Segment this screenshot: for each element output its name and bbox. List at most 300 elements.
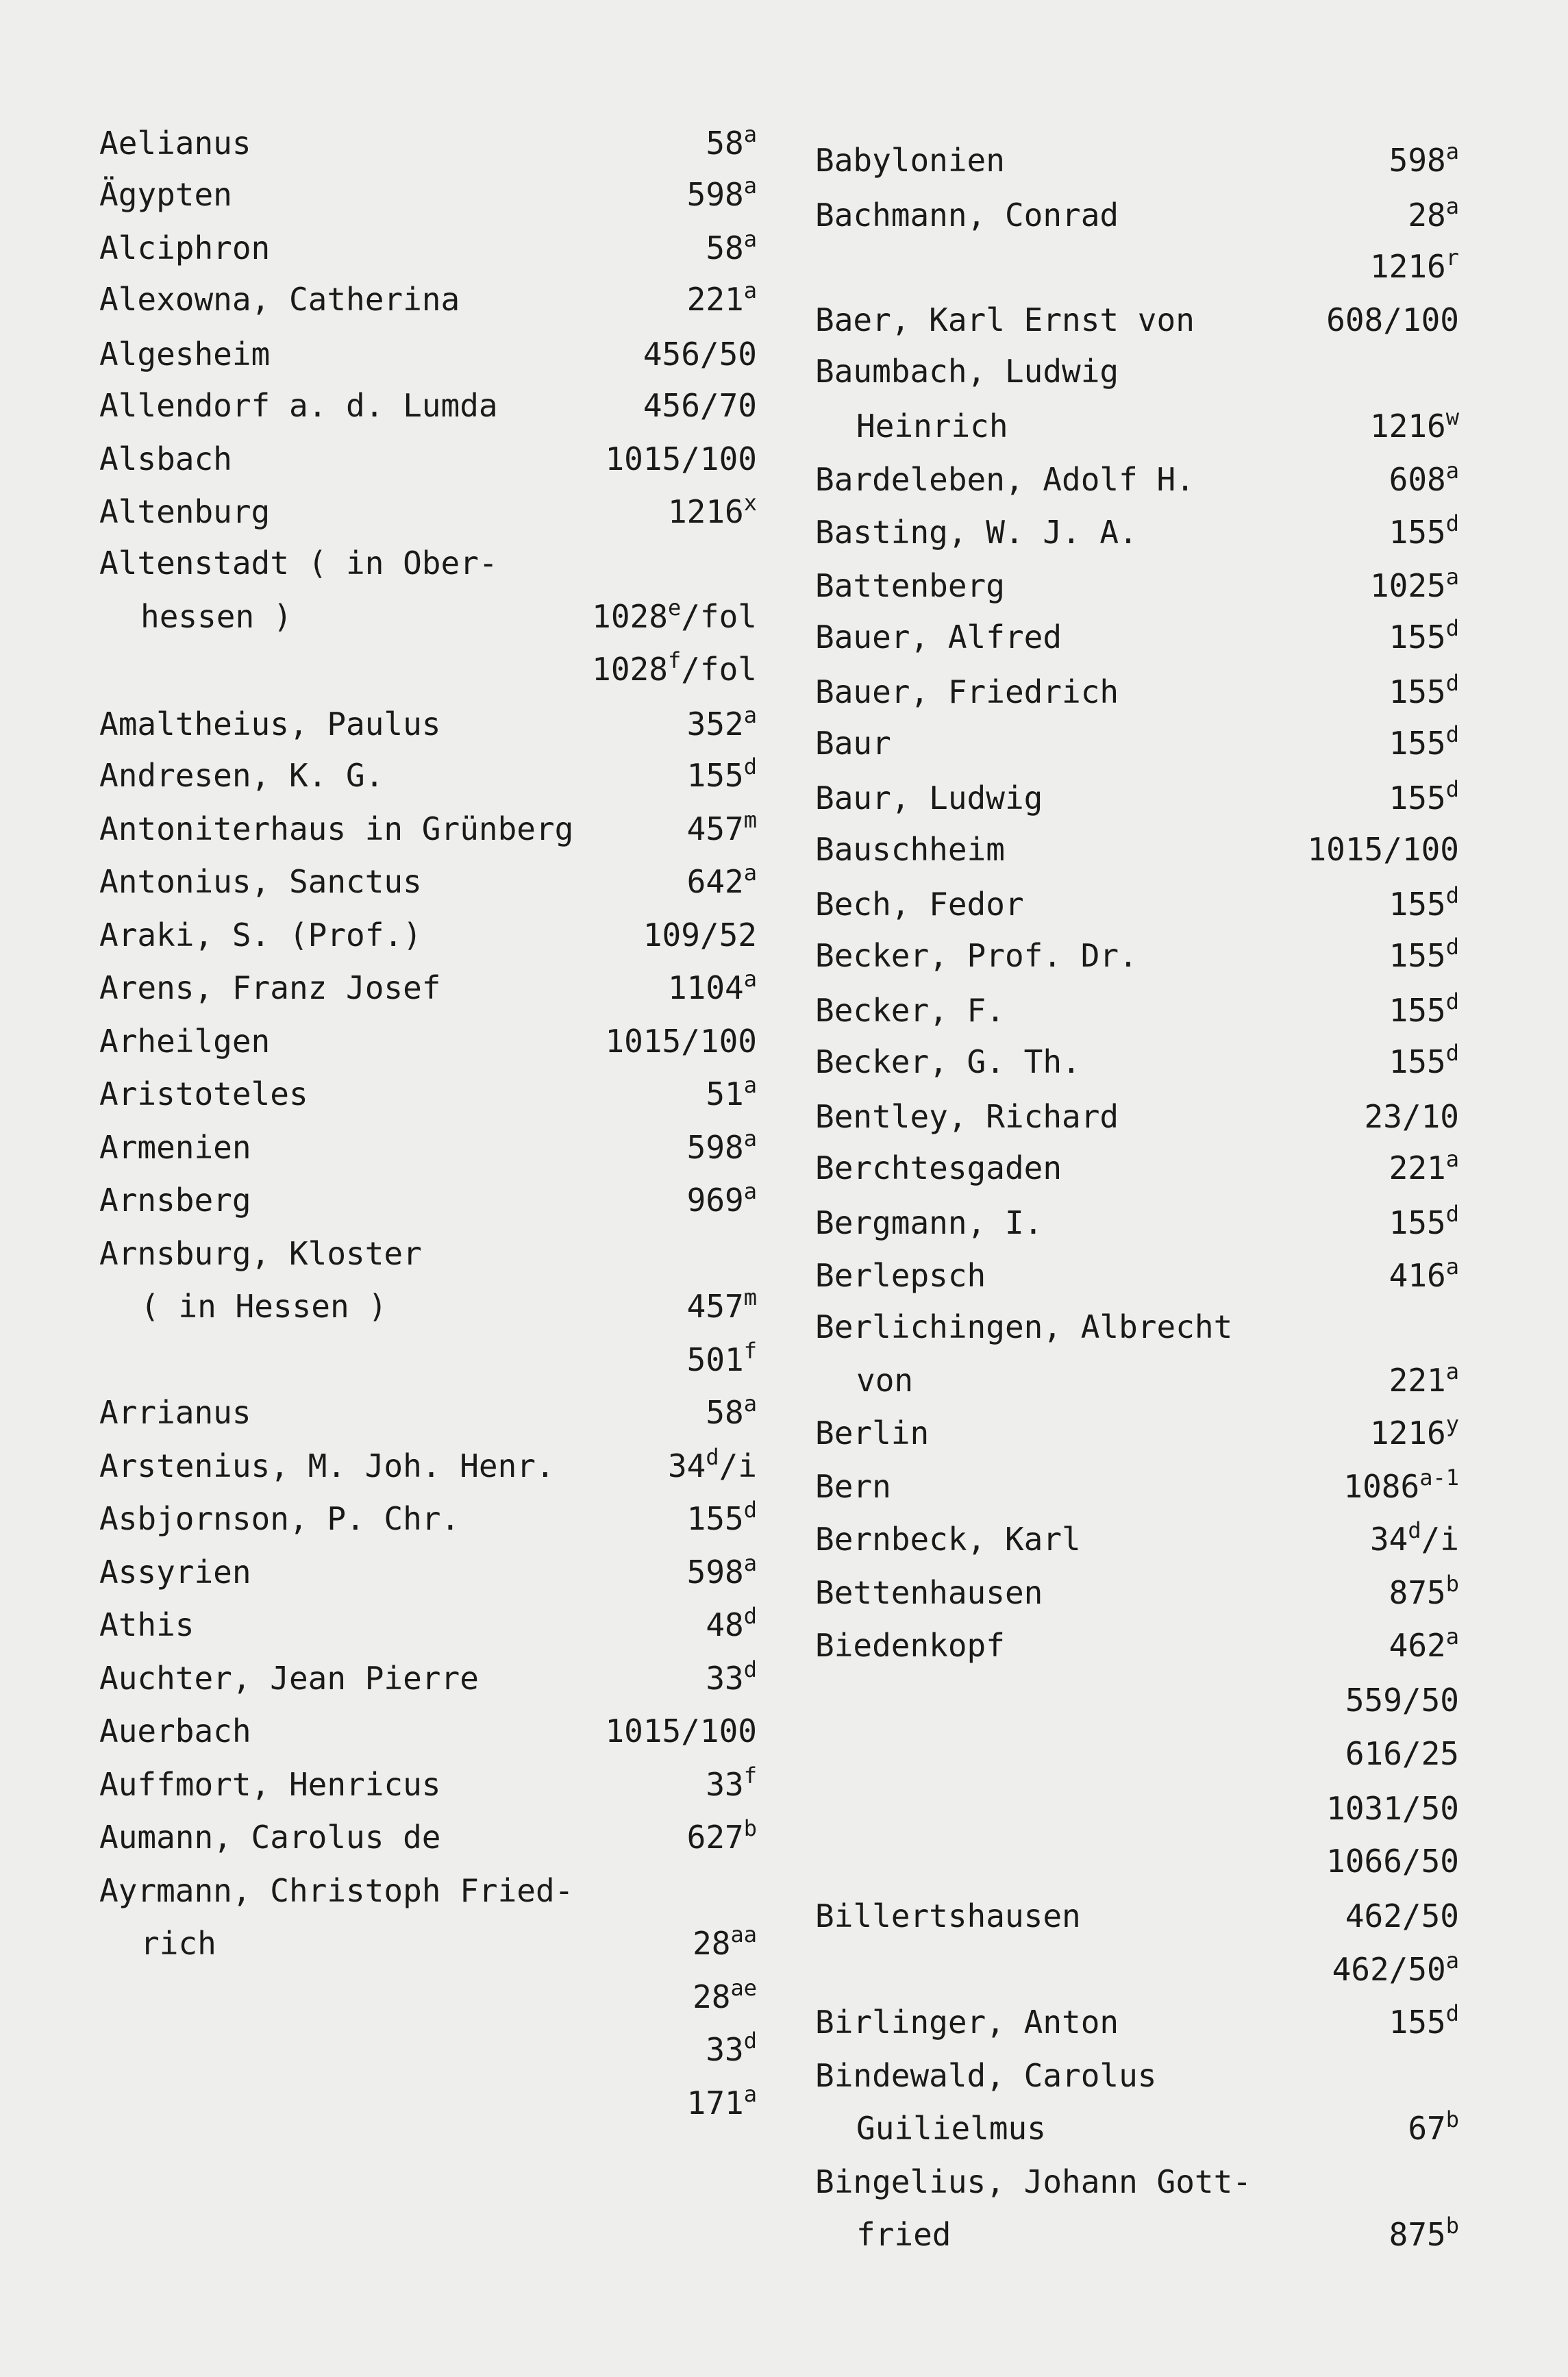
reference-number: 48 [706, 1606, 744, 1643]
index-entry [99, 1227, 757, 1280]
index-entry [99, 1333, 757, 1386]
index-entry [815, 1090, 1459, 1143]
entry-reference [693, 1917, 757, 1970]
entry-reference [1332, 1943, 1459, 1996]
entry-name: Battenberg [815, 567, 1005, 604]
entry-reference [706, 1758, 757, 1811]
index-entry [815, 1406, 1459, 1460]
reference-number: 155 [1389, 2004, 1446, 2041]
reference-number: 109/52 [643, 917, 757, 954]
reference-superscript: m [743, 1284, 757, 1310]
reference-number: 457 [686, 1288, 744, 1325]
index-entry [815, 610, 1459, 664]
index-entry [99, 1652, 757, 1705]
entry-reference [605, 1015, 757, 1068]
reference-superscript: a [1445, 1623, 1459, 1650]
entry-name: Alsbach [99, 440, 232, 477]
reference-superscript: d [1445, 882, 1459, 908]
entry-name: Bentley, Richard [815, 1098, 1119, 1135]
reference-superscript: r [1445, 245, 1459, 271]
reference-number: 155 [686, 757, 744, 794]
reference-number: 969 [686, 1182, 744, 1219]
entry-name: Antonius, Sanctus [99, 863, 422, 900]
entry-reference [1389, 506, 1459, 559]
reference-number: 1028 [592, 651, 668, 688]
entry-reference [1389, 1354, 1459, 1407]
entry-reference [1389, 1035, 1459, 1088]
entry-reference [687, 1333, 757, 1386]
reference-superscript: b [1445, 2213, 1459, 2239]
entry-reference [1389, 134, 1459, 187]
entry-reference [1370, 1513, 1459, 1566]
reference-superscript: a [1445, 564, 1459, 590]
reference-superscript: a [1445, 1947, 1459, 1974]
reference-superscript: a [1445, 1146, 1459, 1172]
reference-number: 462 [1389, 1627, 1446, 1664]
entry-name: Bauschheim [815, 831, 1005, 868]
entry-reference [1389, 878, 1459, 931]
reference-number: 58 [706, 229, 744, 266]
reference-superscript: a [743, 226, 757, 252]
reference-number: 33 [706, 2031, 744, 2068]
entry-reference [693, 1970, 757, 2024]
entry-name: Aelianus [99, 125, 251, 162]
reference-number: 155 [1389, 886, 1446, 923]
reference-number: 416 [1389, 1257, 1446, 1294]
entry-reference [1389, 984, 1459, 1037]
reference-number: 51 [706, 1075, 744, 1112]
entry-reference [1389, 929, 1459, 982]
reference-number: 58 [706, 1394, 744, 1431]
entry-name: Algesheim [99, 336, 271, 373]
entry-reference [1343, 1460, 1459, 1513]
entry-name: Becker, F. [815, 992, 1005, 1029]
entry-reference [643, 379, 757, 432]
reference-number: 1031/50 [1326, 1790, 1459, 1827]
reference-superscript: a [743, 121, 757, 147]
entry-name: Baer, Karl Ernst von [815, 301, 1195, 338]
reference-superscript: a [743, 277, 757, 303]
index-entry [99, 116, 757, 170]
entry-reference [1307, 823, 1459, 876]
index-entry [99, 749, 757, 802]
entry-name: Baumbach, Ludwig [815, 353, 1119, 390]
entry-reference [1326, 1834, 1459, 1888]
reference-number: 1025 [1369, 567, 1446, 604]
index-entry [99, 1864, 757, 1917]
reference-number: 67 [1408, 2110, 1446, 2147]
entry-reference [643, 327, 757, 381]
entry-reference [668, 1439, 757, 1493]
entry-name: Assyrien [99, 1554, 251, 1591]
index-entry [99, 1810, 757, 1864]
reference-number: 1015/100 [605, 440, 757, 477]
entry-name: Altenburg [99, 493, 271, 530]
reference-superscript: a [743, 2081, 757, 2107]
index-entry [815, 1035, 1459, 1088]
entry-reference [706, 221, 757, 275]
entry-name: Auchter, Jean Pierre [99, 1660, 479, 1697]
reference-number: 33 [706, 1660, 744, 1697]
index-entry [99, 221, 757, 275]
reference-superscript: d [743, 1603, 757, 1629]
reference-number: 1104 [667, 969, 744, 1006]
entry-name: Baur [815, 725, 891, 762]
entry-name: Birlinger, Anton [815, 2004, 1119, 2041]
entry-name: Ägypten [99, 176, 232, 213]
entry-name: Aumann, Carolus de [99, 1819, 441, 1856]
reference-number: 1216 [1369, 408, 1446, 445]
index-entry [99, 432, 757, 486]
reference-number: 28 [693, 1925, 731, 1962]
index-entry [99, 855, 757, 908]
reference-number: 155 [686, 1500, 744, 1537]
reference-superscript: a [743, 1125, 757, 1152]
reference-superscript: d [1445, 934, 1459, 960]
reference-number: 642 [686, 863, 744, 900]
reference-superscript: a [1445, 1254, 1459, 1280]
entry-reference [668, 961, 757, 1015]
index-entry [815, 1249, 1459, 1302]
entry-reference [1370, 559, 1459, 612]
entry-reference [687, 749, 757, 802]
entry-reference [687, 1173, 757, 1227]
entry-reference [1370, 399, 1459, 453]
reference-number: 598 [1389, 142, 1446, 179]
reference-number: 559/50 [1345, 1682, 1459, 1719]
index-entry [99, 1439, 757, 1493]
entry-reference [687, 802, 757, 856]
reference-superscript: aa [730, 1921, 757, 1947]
entry-name: Baur, Ludwig [815, 780, 1043, 817]
index-entry [99, 1545, 757, 1599]
reference-suffix: /fol [681, 598, 757, 635]
reference-superscript: d [1445, 1201, 1459, 1227]
reference-number: 155 [1389, 992, 1446, 1029]
reference-superscript: ae [730, 1975, 757, 2001]
entry-name: Asbjornson, P. Chr. [99, 1500, 460, 1537]
reference-superscript: d [743, 2028, 757, 2054]
reference-number: 155 [1389, 514, 1446, 551]
entry-reference [1389, 610, 1459, 664]
entry-reference [668, 485, 757, 538]
reference-number: 155 [1389, 1043, 1446, 1080]
entry-name: Bern [815, 1468, 891, 1505]
entry-reference [1370, 1406, 1459, 1460]
entry-name: Berlepsch [815, 1257, 986, 1294]
index-entry [815, 1943, 1459, 1996]
entry-reference [706, 1652, 757, 1705]
entry-name: Andresen, K. G. [99, 757, 384, 794]
entry-name: Bettenhausen [815, 1574, 1043, 1611]
entry-reference [1389, 1141, 1459, 1195]
index-entry [99, 379, 757, 432]
reference-superscript: a [1445, 1358, 1459, 1384]
index-entry [815, 240, 1459, 293]
entry-reference [687, 697, 757, 751]
index-entry [99, 1121, 757, 1174]
reference-number: 352 [686, 706, 744, 743]
reference-number: 28 [1408, 197, 1446, 234]
reference-superscript: a [1445, 193, 1459, 219]
entry-name: Alciphron [99, 229, 271, 266]
entry-name: Bingelius, Johann Gott- [815, 2163, 1252, 2200]
reference-superscript: d [743, 1656, 757, 1682]
entry-reference [1370, 240, 1459, 293]
entry-name: Guilielmus [856, 2110, 1046, 2147]
reference-superscript: a [1445, 458, 1459, 484]
reference-superscript: f [743, 1763, 757, 1789]
index-entry [815, 1727, 1459, 1780]
index-entry [99, 485, 757, 538]
reference-superscript: a [743, 1072, 757, 1098]
index-entry [815, 878, 1459, 931]
entry-name: Bernbeck, Karl [815, 1521, 1081, 1558]
index-entry [815, 1834, 1459, 1888]
index-entry [815, 984, 1459, 1037]
entry-name: Bauer, Alfred [815, 619, 1062, 656]
reference-number: 221 [1389, 1362, 1446, 1399]
index-entry [815, 1995, 1459, 2049]
index-entry [99, 1015, 757, 1068]
entry-reference [592, 590, 757, 643]
entry-name: Arens, Franz Josef [99, 969, 441, 1006]
entry-name: Antoniterhaus in Grünberg [99, 810, 574, 847]
reference-superscript: d [1445, 2000, 1459, 2026]
entry-name: Auffmort, Henricus [99, 1766, 441, 1803]
index-entry [815, 1889, 1459, 1943]
reference-number: 1015/100 [605, 1713, 757, 1750]
entry-name: Berlin [815, 1415, 930, 1452]
reference-superscript: d [743, 754, 757, 780]
reference-number: 155 [1389, 1204, 1446, 1241]
entry-name: Bech, Fedor [815, 886, 1024, 923]
index-entry [815, 929, 1459, 982]
reference-number: 875 [1389, 1574, 1446, 1611]
index-entry [815, 1566, 1459, 1619]
reference-superscript: d [1445, 988, 1459, 1015]
reference-number: 457 [686, 810, 744, 847]
entry-name: von [856, 1362, 914, 1399]
index-entry [99, 643, 757, 696]
reference-number: 28 [693, 1978, 731, 2015]
index-entry [815, 2102, 1459, 2155]
index-entry [99, 536, 757, 590]
reference-number: 1216 [667, 493, 744, 530]
index-entry [99, 1704, 757, 1758]
reference-superscript: a [743, 173, 757, 199]
index-entry [99, 1386, 757, 1439]
entry-name: Alexowna, Catherina [99, 281, 460, 318]
entry-reference [1408, 188, 1459, 242]
entry-reference [706, 116, 757, 170]
reference-number: 598 [686, 1554, 744, 1591]
entry-name: Berchtesgaden [815, 1149, 1062, 1186]
reference-number: 221 [1389, 1149, 1446, 1186]
index-entry [99, 1598, 757, 1652]
index-entry [99, 802, 757, 856]
entry-name: Becker, Prof. Dr. [815, 937, 1138, 974]
entry-reference [687, 168, 757, 221]
reference-number: 34 [1369, 1521, 1408, 1558]
reference-number: 155 [1389, 937, 1446, 974]
index-entry [815, 1196, 1459, 1249]
reference-number: 1216 [1369, 1415, 1446, 1452]
reference-superscript: e [667, 595, 682, 621]
entry-name: Araki, S. (Prof.) [99, 917, 422, 954]
entry-name: Auerbach [99, 1713, 251, 1750]
entry-reference [687, 1121, 757, 1174]
entry-name: Armenien [99, 1129, 251, 1166]
entry-reference [687, 855, 757, 908]
entry-name: rich [140, 1925, 216, 1962]
reference-number: 23/10 [1364, 1098, 1459, 1135]
index-entry [815, 2155, 1459, 2208]
entry-name: hessen ) [140, 598, 293, 635]
index-entry [815, 559, 1459, 612]
entry-reference [687, 1545, 757, 1599]
index-entry [99, 1758, 757, 1811]
entry-name: Ayrmann, Christoph Fried- [99, 1872, 574, 1909]
entry-reference [1326, 1782, 1459, 1835]
reference-superscript: f [743, 1338, 757, 1364]
index-entry [815, 399, 1459, 453]
entry-reference [1389, 2208, 1459, 2261]
reference-number: 875 [1389, 2216, 1446, 2253]
entry-reference [687, 2076, 757, 2130]
entry-name: Allendorf a. d. Lumda [99, 387, 498, 424]
entry-name: Biedenkopf [815, 1627, 1005, 1664]
reference-number: 598 [686, 176, 744, 213]
entry-reference [1345, 1889, 1459, 1943]
reference-superscript: a [743, 702, 757, 728]
index-entry [99, 1917, 757, 1970]
entry-reference [1389, 717, 1459, 770]
index-entry [99, 1970, 757, 2024]
entry-reference [592, 643, 757, 696]
reference-number: 1066/50 [1326, 1843, 1459, 1880]
reference-number: 1028 [592, 598, 668, 635]
entry-reference [1408, 2102, 1459, 2155]
entry-reference [1389, 1249, 1459, 1302]
reference-number: 1015/100 [605, 1023, 757, 1060]
reference-number: 1015/100 [1307, 831, 1459, 868]
index-entry [815, 1141, 1459, 1195]
index-entry [815, 345, 1459, 398]
entry-reference [706, 1067, 757, 1121]
index-entry [815, 293, 1459, 347]
reference-number: 171 [686, 2084, 744, 2121]
entry-name: Altenstadt ( in Ober- [99, 545, 498, 582]
reference-superscript: d [1445, 721, 1459, 747]
entry-reference [1389, 665, 1459, 719]
reference-superscript: a-1 [1419, 1465, 1459, 1491]
index-entry [815, 1782, 1459, 1835]
reference-superscript: d [1445, 776, 1459, 802]
entry-reference [687, 1810, 757, 1864]
index-entry [815, 2208, 1459, 2261]
entry-name: Bachmann, Conrad [815, 197, 1119, 234]
reference-superscript: a [743, 1391, 757, 1417]
entry-reference [706, 1386, 757, 1439]
reference-suffix: /fol [681, 651, 757, 688]
reference-suffix: /i [1421, 1521, 1459, 1558]
entry-name: Arnsberg [99, 1182, 251, 1219]
entry-name: Athis [99, 1606, 195, 1643]
index-entry [99, 961, 757, 1015]
reference-superscript: w [1445, 404, 1459, 430]
index-entry [815, 188, 1459, 242]
entry-reference [1389, 771, 1459, 825]
index-entry [815, 506, 1459, 559]
reference-number: 155 [1389, 725, 1446, 762]
index-entry [99, 168, 757, 221]
entry-reference [1389, 1196, 1459, 1249]
reference-number: 608/100 [1326, 301, 1459, 338]
reference-superscript: a [1445, 138, 1459, 164]
reference-number: 462/50 [1345, 1897, 1459, 1934]
reference-superscript: a [743, 1178, 757, 1204]
reference-superscript: d [1445, 670, 1459, 696]
index-entry [815, 1460, 1459, 1513]
entry-name: Berlichingen, Albrecht [815, 1308, 1233, 1345]
entry-name: Becker, G. Th. [815, 1043, 1081, 1080]
reference-number: 58 [706, 125, 744, 162]
entry-name: fried [856, 2216, 951, 2253]
entry-name: Amaltheius, Paulus [99, 706, 441, 743]
entry-reference [687, 1280, 757, 1333]
entry-name: Arstenius, M. Joh. Henr. [99, 1447, 555, 1484]
entry-reference [1345, 1673, 1459, 1727]
entry-name: ( in Hessen ) [140, 1288, 388, 1325]
entry-reference [1365, 1090, 1459, 1143]
reference-superscript: b [1445, 2106, 1459, 2132]
index-entry [99, 697, 757, 751]
entry-name: Basting, W. J. A. [815, 514, 1138, 551]
reference-superscript: m [743, 807, 757, 833]
index-entry [99, 1280, 757, 1333]
index-entry [815, 1354, 1459, 1407]
reference-number: 155 [1389, 619, 1446, 656]
entry-reference [687, 1492, 757, 1545]
reference-number: 456/70 [643, 387, 757, 424]
index-entry [99, 1492, 757, 1545]
reference-superscript: d [1445, 1040, 1459, 1066]
entry-reference [706, 2023, 757, 2076]
reference-superscript: b [1445, 1571, 1459, 1597]
index-entry [99, 590, 757, 643]
reference-superscript: d [706, 1444, 719, 1470]
reference-number: 155 [1389, 673, 1446, 710]
entry-reference [687, 273, 757, 326]
reference-number: 501 [686, 1341, 744, 1378]
reference-number: 608 [1389, 461, 1446, 498]
entry-name: Bergmann, I. [815, 1204, 1043, 1241]
reference-superscript: a [743, 860, 757, 886]
reference-superscript: d [743, 1497, 757, 1523]
reference-suffix: /i [719, 1447, 757, 1484]
reference-superscript: y [1445, 1411, 1459, 1437]
reference-superscript: d [1445, 615, 1459, 641]
reference-number: 33 [706, 1766, 744, 1803]
reference-superscript: x [743, 490, 757, 516]
index-entry [815, 2049, 1459, 2102]
entry-name: Arnsburg, Kloster [99, 1235, 422, 1272]
entry-name: Aristoteles [99, 1075, 308, 1112]
reference-superscript: f [667, 647, 682, 673]
entry-name: Arrianus [99, 1394, 251, 1431]
reference-number: 462/50 [1332, 1951, 1446, 1988]
